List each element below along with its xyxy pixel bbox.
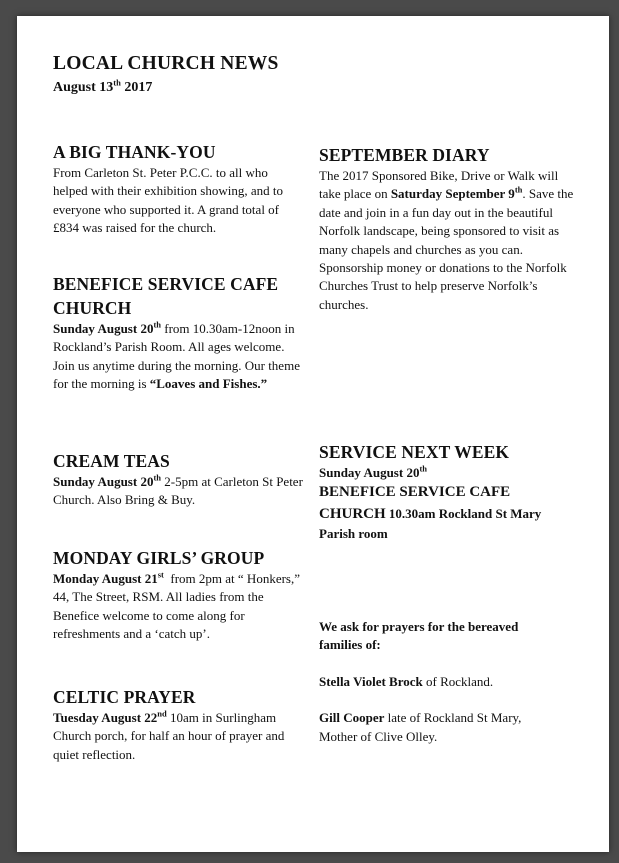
next-week-date [319, 464, 575, 482]
prayers-person-2-name: Gill Cooper [319, 710, 385, 726]
cafe-church-body [53, 320, 303, 394]
cafe-church-date: Sunday August 20 [53, 321, 154, 336]
cafe-church-theme: “Loaves and Fishes.” [149, 376, 268, 392]
newsletter-title: LOCAL CHURCH NEWS [53, 53, 279, 74]
next-week-heading: SERVICE NEXT WEEK [319, 442, 510, 462]
newsletter-page [17, 16, 609, 852]
section-prayers [319, 618, 549, 746]
section-cream-teas [53, 449, 303, 510]
september-diary-text-post: . Save the date and join in a fun day out in the beautiful Norfolk landscape, being sponsored to visit as many chapels and churches as you can. Sponsorship money or donations to the Norfolk Churches Trust to help preserve Norfolk’s churches. [319, 186, 574, 312]
newsletter-date-text: August 13 [53, 80, 114, 95]
thank-you-heading: A BIG THANK-YOU [53, 142, 216, 162]
cream-teas-date-sup: th [153, 472, 162, 483]
september-diary-heading: SEPTEMBER DIARY [319, 145, 490, 165]
girls-group-date: Monday August 21 [53, 571, 158, 586]
next-week-service-line2 [319, 503, 575, 525]
celtic-prayer-date-sup: nd [157, 708, 167, 719]
cream-teas-heading: CREAM TEAS [53, 451, 170, 471]
next-week-service-time: 10.30am Rockland St Mary [385, 506, 542, 522]
section-next-week [319, 440, 575, 544]
next-week-service-church: CHURCH [319, 506, 386, 523]
section-celtic-prayer [53, 685, 303, 764]
prayers-person-2 [319, 709, 555, 746]
newsletter-header [53, 52, 353, 97]
girls-group-text: from 2pm at “ Honkers,” 44, The Street, RSM. All ladies from the Benefice welcome to come along for refreshments and a ‘catch up’. [53, 571, 304, 642]
cafe-church-heading [53, 272, 303, 320]
prayers-person-1 [319, 673, 549, 691]
cream-teas-body [53, 473, 303, 510]
september-diary-date-sup: th [514, 185, 523, 196]
prayers-person-1-text: of Rockland. [422, 673, 494, 689]
september-diary-body [319, 167, 575, 314]
cafe-church-heading-line2: CHURCH [53, 298, 132, 318]
section-girls-group [53, 546, 303, 644]
section-cafe-church [53, 272, 303, 394]
section-thank-you [53, 140, 303, 238]
girls-group-heading: MONDAY GIRLS’ GROUP [53, 548, 265, 568]
thank-you-body: From Carleton St. Peter P.C.C. to all who helped with their exhibition showing, and to everyone who supported it. A grand total of £834 was raised for the church. [53, 165, 283, 236]
cafe-church-date-sup: th [153, 319, 162, 330]
cream-teas-date: Sunday August 20 [53, 474, 154, 489]
next-week-service-line3: Parish room [319, 526, 388, 542]
prayers-person-2-text: late of Rockland St Mary, Mother of Clive Olley. [319, 710, 522, 744]
girls-group-body [53, 570, 303, 644]
newsletter-date-sup: th [113, 77, 121, 88]
celtic-prayer-body [53, 709, 303, 764]
september-diary-date: Saturday September 9 [390, 186, 515, 202]
cream-teas-text: 2-5pm at Carleton St Peter Church. Also Bring & Buy. [53, 474, 303, 508]
cafe-church-heading-line1: BENEFICE SERVICE CAFE [53, 274, 279, 294]
newsletter-date [53, 79, 353, 97]
next-week-service-line1: BENEFICE SERVICE CAFE [319, 484, 511, 501]
celtic-prayer-date: Tuesday August 22 [53, 710, 158, 725]
celtic-prayer-heading: CELTIC PRAYER [53, 687, 196, 707]
section-september-diary [319, 143, 575, 314]
cafe-church-text: from 10.30am-12noon in Rockland’s Parish Room. All ages welcome. Join us anytime during the morning. Our theme for the morning is [53, 321, 300, 392]
next-week-date-sup: th [419, 463, 428, 474]
celtic-prayer-text: 10am in Surlingham Church porch, for half an hour of prayer and quiet reflection. [53, 710, 285, 762]
next-week-date-text: Sunday August 20 [319, 465, 420, 480]
newsletter-date-year: 2017 [120, 80, 153, 95]
girls-group-date-sup: st [157, 569, 164, 580]
september-diary-text-pre: The 2017 Sponsored Bike, Drive or Walk will take place on [319, 168, 559, 202]
prayers-person-1-name: Stella Violet Brock [319, 673, 423, 689]
prayers-intro: We ask for prayers for the bereaved families of: [319, 619, 519, 653]
